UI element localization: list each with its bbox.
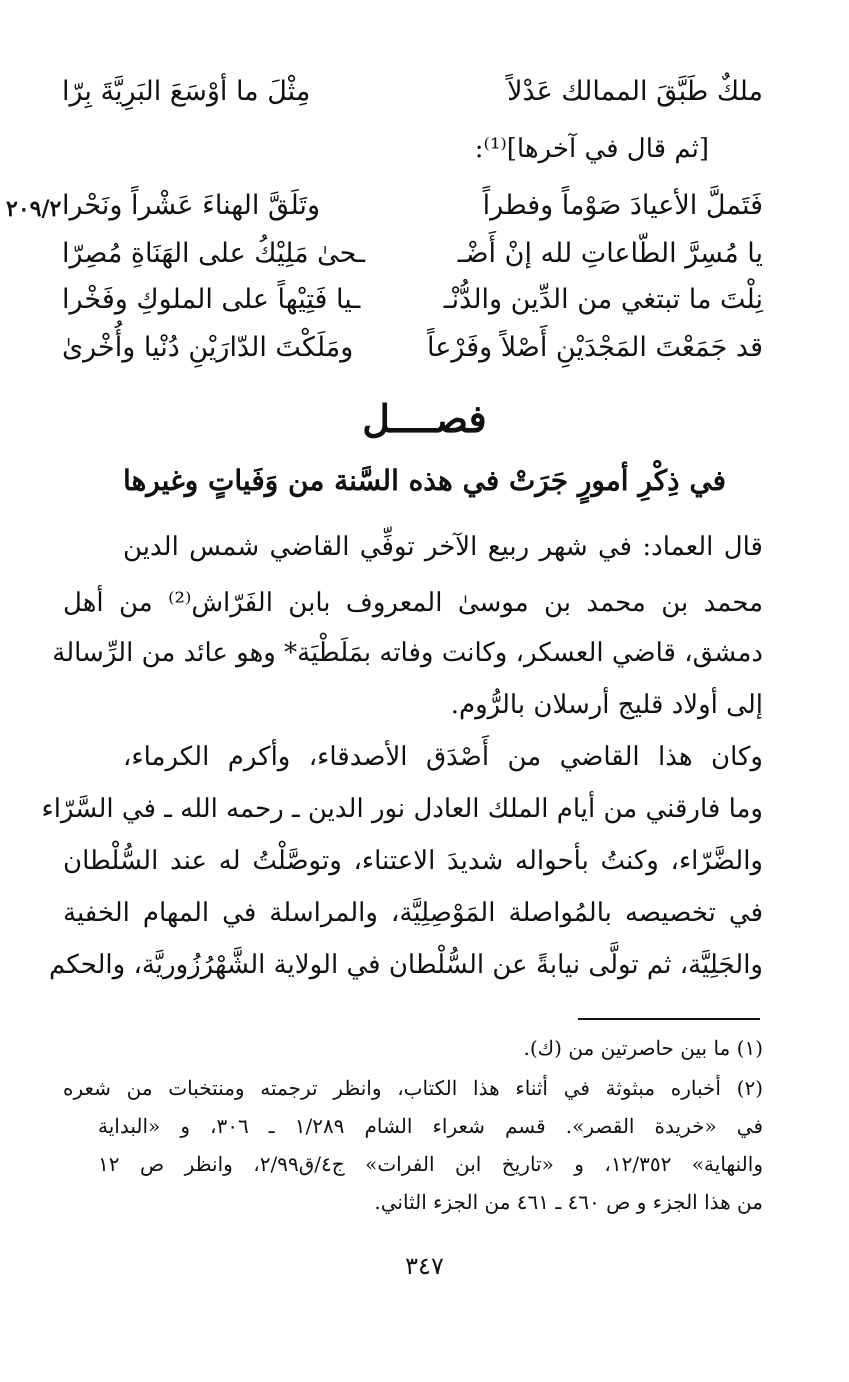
verse-4-second-hemistich: ومَلَكْتَ الدّارَيْنِ دُنْيا وأُخْرىٰ xyxy=(62,332,354,363)
paragraph-2-line-3: والضَّرّاء، وكنتُ بأحواله شديدَ الاعتناء، وتوصَّلْتُ له عند السُّلْطان xyxy=(63,846,763,876)
section-title: فصــــل xyxy=(362,396,487,441)
verse-3-second-hemistich: ـيا فَتِيْهاً على الملوكِ وفَخْرا xyxy=(62,284,361,315)
verse-2-first-hemistich: يا مُسِرَّ الطّاعاتِ لله إنْ أَضْـ xyxy=(457,238,763,269)
paragraph-1-line-3: دمشق، قاضي العسكر، وكانت وفاته بمَلَطْيَة* وهو عائد من الرِّسالة xyxy=(52,638,763,668)
verse-2-second-hemistich: ـحىٰ مَلِيْكُ على الهَنَاةِ مُصِرّا xyxy=(62,238,365,269)
verse-0-first-hemistich: ملكٌ طَبَّقَ الممالك عَدْلاً xyxy=(507,76,763,107)
page-number: ٣٤٧ xyxy=(405,1252,444,1280)
paragraph-2-line-1: وكان هذا القاضي من أَصْدَق الأصدقاء، وأكرم الكرماء، xyxy=(123,742,763,772)
paragraph-2-line-5: والجَلِيَّة، ثم تولَّى نيابةً عن السُّلْطان في الولاية الشَّهْرُزُوريَّة، والحكم xyxy=(49,950,763,980)
verse-1-first-hemistich: فَتَملَّ الأعيادَ صَوْماً وفطراً xyxy=(482,190,763,221)
footnote-2-line-3: والنهاية» ١٢/٣٥٢، و «تاريخ ابن الفرات» ج٤/ق٢/٩٩، وانظر ص ١٢ xyxy=(98,1152,763,1176)
verse-intro: [ثم قال في آخرها]⁽¹⁾: xyxy=(474,134,709,164)
margin-reference: ۲۰۹/۲ xyxy=(6,196,62,222)
footnote-2-line-1: (٢) أخباره مبثوثة في أثناء هذا الكتاب، وانظر ترجمته ومنتخبات من شعره xyxy=(63,1076,763,1100)
paragraph-2-line-4: في تخصيصه بالمُواصلة المَوْصِلِيَّة، والمراسلة في المهام الخفية xyxy=(63,898,763,928)
verse-3-first-hemistich: نِلْتَ ما تبتغي من الدِّين والدُّنْـ xyxy=(443,284,763,315)
paragraph-1-line-4: إلى أولاد قليج أرسلان بالرُّوم. xyxy=(450,690,763,720)
paragraph-1-line-1: قال العماد: في شهر ربيع الآخر توفِّي القاضي شمس الدين xyxy=(123,532,763,562)
footnote-2-line-2: في «خريدة القصر». قسم شعراء الشام ١/٢٨٩ ـ ٣٠٦، و «البداية xyxy=(98,1114,764,1138)
footnote-1: (١) ما بين حاصرتين من (ك). xyxy=(523,1036,763,1060)
paragraph-1-line-2: محمد بن محمد بن موسىٰ المعروف بابن الفَرّاش⁽²⁾ من أهل xyxy=(63,588,763,618)
verse-4-first-hemistich: قد جَمَعْتَ المَجْدَيْنِ أَصْلاً وفَرْعاً xyxy=(427,332,763,363)
paragraph-2-line-2: وما فارقني من أيام الملك العادل نور الدين ـ رحمه الله ـ في السَّرّاء xyxy=(41,794,763,824)
verse-1-second-hemistich: وتَلَقَّ الهناءَ عَشْراً ونَحْرا xyxy=(62,190,320,221)
section-subtitle: في ذِكْرِ أمورٍ جَرَتْ في هذه السَّنة من وَفَياتٍ وغيرها xyxy=(122,464,727,497)
footnote-2-line-4: من هذا الجزء و ص ٤٦٠ ـ ٤٦١ من الجزء الثاني. xyxy=(374,1190,763,1214)
footnote-separator xyxy=(578,1018,760,1020)
verse-0-second-hemistich: مِثْلَ ما أوْسَعَ البَرِيَّةَ بِرّا xyxy=(62,76,311,107)
